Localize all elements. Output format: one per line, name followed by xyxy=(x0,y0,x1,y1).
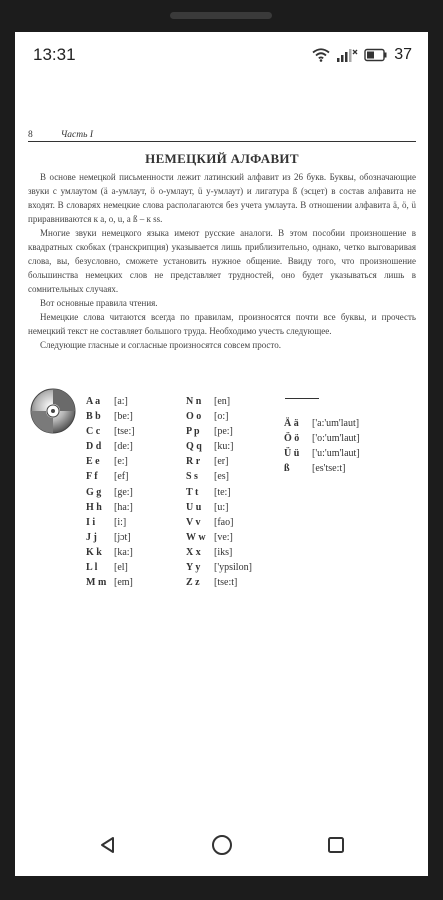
letter-row xyxy=(186,409,252,424)
letter: R r xyxy=(186,456,201,468)
transcription: [i:] xyxy=(114,516,127,528)
phone-bottom-bezel xyxy=(0,876,443,900)
letter: Y y xyxy=(186,562,201,574)
signal-icon xyxy=(336,48,358,62)
letter-row xyxy=(86,515,135,530)
back-button[interactable] xyxy=(93,830,123,860)
section-name: Часть I xyxy=(60,130,93,140)
letter: K k xyxy=(86,546,102,558)
letter-row xyxy=(186,515,252,530)
paragraph: Следующие гласные и согласные произносятся совсем просто. xyxy=(40,340,281,350)
letter: H h xyxy=(86,501,102,513)
status-time: 13:31 xyxy=(33,45,76,64)
letter: Z z xyxy=(186,577,200,589)
letter: Q q xyxy=(186,441,202,453)
transcription: [ve:] xyxy=(214,531,233,543)
letter: X x xyxy=(186,546,201,558)
letter: E e xyxy=(86,456,100,468)
page-title: НЕМЕЦКИЙ АЛФАВИТ xyxy=(145,151,299,166)
transcription: [be:] xyxy=(114,411,133,423)
letter: F f xyxy=(86,471,98,483)
letter-row xyxy=(86,560,135,575)
back-icon xyxy=(98,835,118,855)
home-icon xyxy=(211,834,233,856)
paragraph: Вот основные правила чтения. xyxy=(40,298,158,308)
letter-row xyxy=(186,560,252,575)
transcription: ['u:'um'laut] xyxy=(312,448,360,460)
transcription: [es] xyxy=(214,471,229,483)
letter: S s xyxy=(186,471,198,483)
book-page[interactable] xyxy=(28,130,416,589)
letter-row xyxy=(86,409,135,424)
letter-row xyxy=(186,530,252,545)
phone-top-bezel xyxy=(0,0,443,32)
letter-row xyxy=(86,469,135,484)
transcription: [u:] xyxy=(214,501,229,513)
transcription: [o:] xyxy=(214,411,229,423)
transcription: [er] xyxy=(214,456,229,468)
letter: ß xyxy=(284,463,290,475)
letter: Ö ö xyxy=(284,433,300,445)
alphabet-column-1 xyxy=(86,394,135,590)
transcription: [pe:] xyxy=(214,426,233,438)
alphabet-column-3 xyxy=(284,416,360,476)
letter: O o xyxy=(186,411,202,423)
letter: V v xyxy=(186,516,201,528)
wifi-icon xyxy=(312,48,330,62)
letter-row xyxy=(186,394,252,409)
phone-right-bezel xyxy=(428,0,443,900)
phone-left-bezel xyxy=(0,0,15,900)
transcription: [el] xyxy=(114,562,128,574)
letter-row xyxy=(186,575,252,590)
transcription: [es'tse:t] xyxy=(312,463,346,475)
transcription: [tse:t] xyxy=(214,577,238,589)
audio-disc-icon xyxy=(30,388,76,434)
letter: I i xyxy=(86,516,96,528)
letter: L l xyxy=(86,562,98,574)
transcription: ['o:'um'laut] xyxy=(312,433,360,445)
navigation-bar xyxy=(15,816,428,876)
letter-row xyxy=(86,545,135,560)
transcription: [fao] xyxy=(214,516,234,528)
letter: A a xyxy=(86,396,101,407)
letter: N n xyxy=(186,396,202,407)
transcription: [em] xyxy=(114,577,133,589)
letter-row xyxy=(86,530,135,545)
letter-row xyxy=(284,431,360,446)
status-bar xyxy=(15,32,428,78)
page-number: 8 xyxy=(28,130,33,140)
transcription: [a:] xyxy=(114,396,128,407)
screen xyxy=(15,32,428,876)
letter: B b xyxy=(86,411,101,423)
letter-row xyxy=(86,439,135,454)
transcription: [de:] xyxy=(114,441,133,453)
letter: M m xyxy=(86,577,107,589)
letter: W w xyxy=(186,531,206,543)
letter-row xyxy=(86,424,135,439)
recents-icon xyxy=(326,835,346,855)
letter: Ü ü xyxy=(284,448,300,460)
running-head xyxy=(28,130,416,142)
transcription: [ku:] xyxy=(214,441,234,453)
transcription: [en] xyxy=(214,396,231,407)
speaker-grille xyxy=(170,12,272,19)
home-button[interactable] xyxy=(207,830,237,860)
letter-row xyxy=(186,469,252,484)
letter: T t xyxy=(186,486,199,498)
status-icons xyxy=(312,46,412,64)
letter-row xyxy=(284,461,360,476)
transcription: ['ypsilon] xyxy=(214,562,252,574)
letter: Ä ä xyxy=(284,418,299,429)
letter-row xyxy=(186,500,252,515)
transcription: [ha:] xyxy=(114,501,133,513)
letter-row xyxy=(186,439,252,454)
transcription: [iks] xyxy=(214,546,233,558)
letter-row xyxy=(86,485,135,500)
letter: U u xyxy=(186,501,202,513)
transcription: [ef] xyxy=(114,471,129,483)
letter-row xyxy=(186,485,252,500)
letter: C c xyxy=(86,426,101,438)
transcription: [ka:] xyxy=(114,546,133,558)
battery-icon xyxy=(364,48,388,62)
letter-row xyxy=(186,454,252,469)
recents-button[interactable] xyxy=(321,830,351,860)
transcription: [tse:] xyxy=(114,426,135,438)
paragraph: Немецкие слова читаются всегда по правилам, произносятся почти все буквы, и прочесть немецкий текст не составляет большого труда. Необходимо учесть следующее. xyxy=(28,312,416,336)
paragraph: В основе немецкой письменности лежит латинский алфавит из 26 букв. Буквы, обозначающие звуки с умлаутом (ä а-умлаут, ö о-умлаут, ü у-умлаут) и лигатура ß (эсцет) в состав алфавита не входят. В словарях немецкие слова располагаются без учета умлаута. В отношении алфавита ä, ö, ü приравниваются к a, o, u, а ß – к ss. xyxy=(28,172,416,224)
transcription: [jɔt] xyxy=(114,531,131,543)
letter: D d xyxy=(86,441,102,453)
letter-row xyxy=(186,545,252,560)
transcription: [ge:] xyxy=(114,486,133,498)
letter-row xyxy=(86,394,135,409)
letter-row xyxy=(86,575,135,590)
alphabet-table xyxy=(28,388,416,608)
transcription: ['a:'um'laut] xyxy=(312,418,360,429)
letter: P p xyxy=(186,426,200,438)
letter-row xyxy=(186,424,252,439)
battery-percent: 37 xyxy=(394,46,412,63)
alphabet-column-2 xyxy=(186,394,252,590)
letter: G g xyxy=(86,486,102,498)
divider-line xyxy=(285,398,319,399)
transcription: [te:] xyxy=(214,486,231,498)
paragraph: Многие звуки немецкого языка имеют русские аналоги. В этом пособии произношение в квадратных скобках (транскрипция) указывается лишь приблизительно, однако, четко выговаривая слова, вы, безусловно, сможете установить нужное общение. Ввиду того, что произношение большинства немецких слов не представляет трудностей, оно будет указываться лишь в сомнительных случаях. xyxy=(28,228,416,294)
letter-row xyxy=(284,416,360,431)
letter-row xyxy=(86,454,135,469)
letter-row xyxy=(86,500,135,515)
letter: J j xyxy=(86,531,97,543)
transcription: [e:] xyxy=(114,456,128,468)
letter-row xyxy=(284,446,360,461)
